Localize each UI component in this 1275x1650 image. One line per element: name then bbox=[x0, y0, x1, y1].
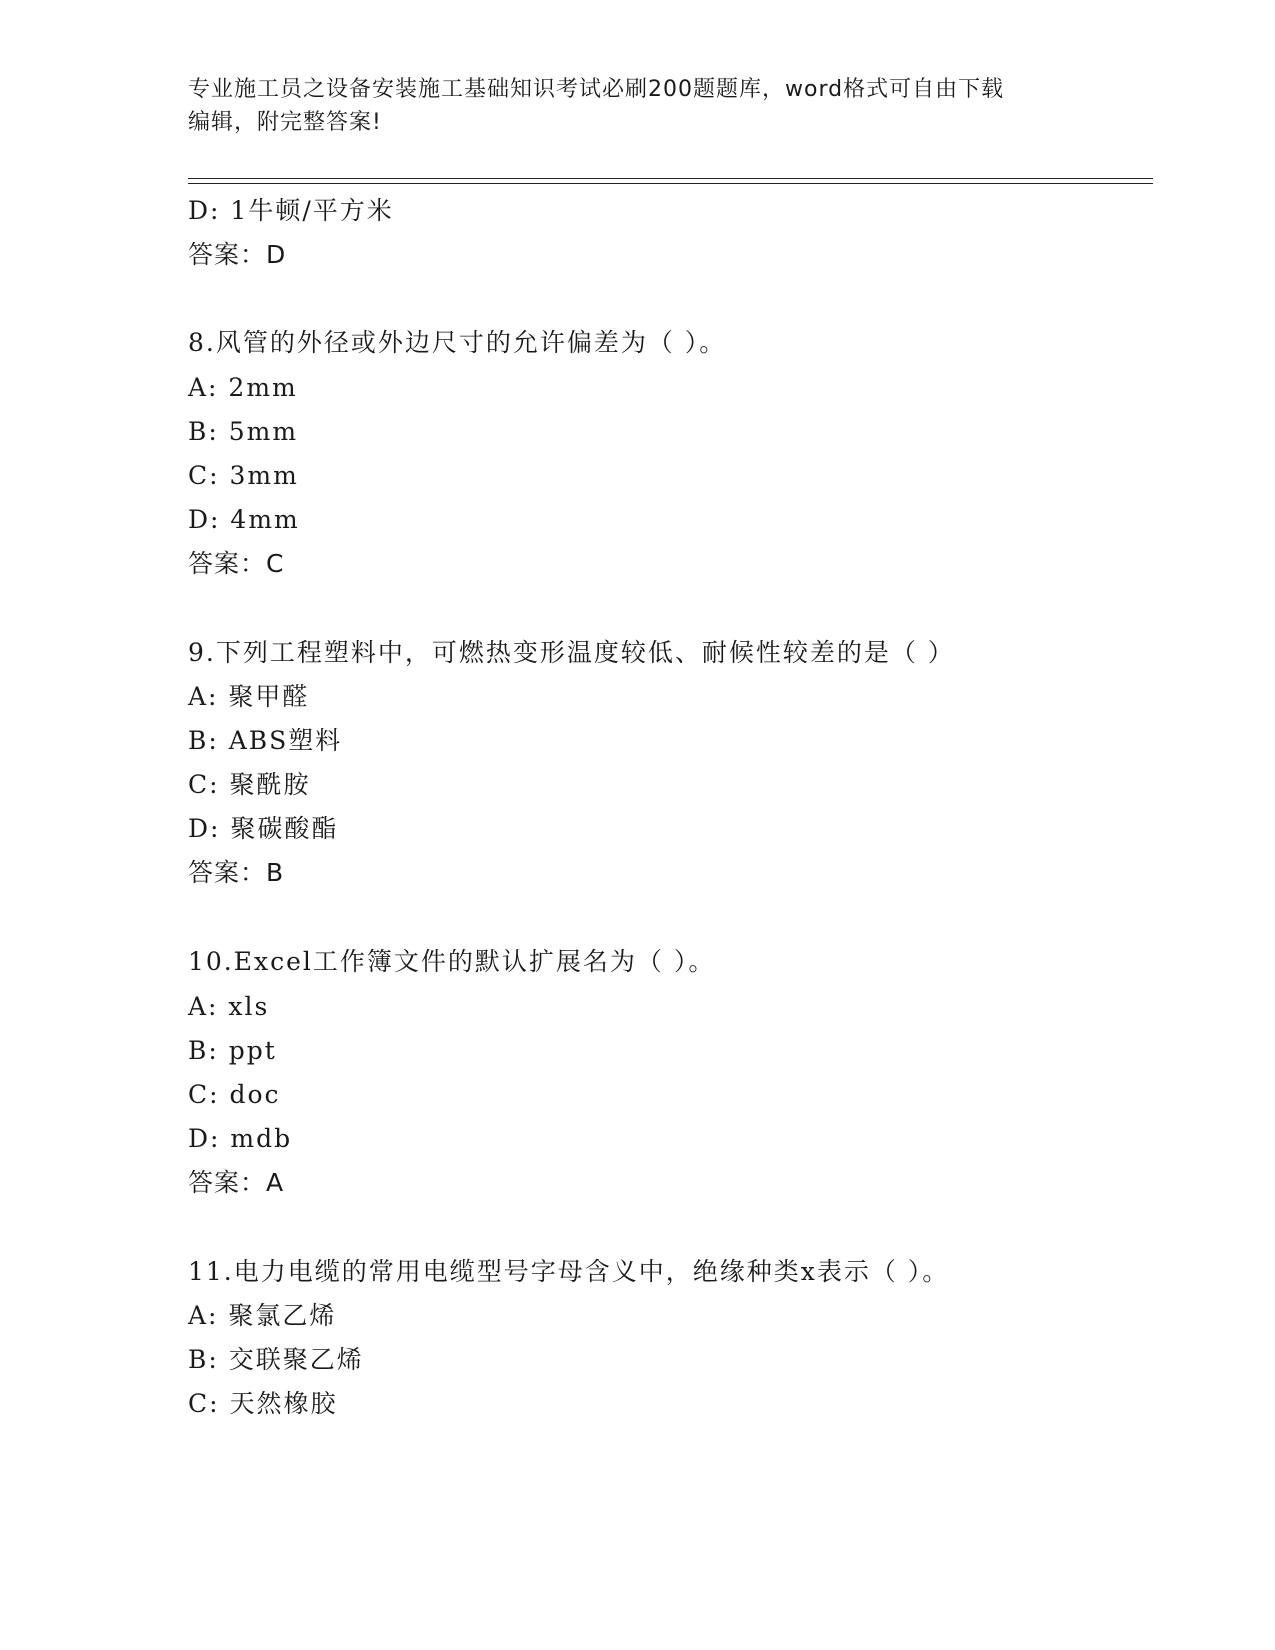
header-divider-top bbox=[188, 178, 1153, 179]
question-9-option-a: A: 聚甲醛 bbox=[188, 682, 310, 711]
question-11-option-b: B: 交联聚乙烯 bbox=[188, 1345, 364, 1374]
prev-question-answer: 答案：D bbox=[188, 240, 287, 269]
question-8-stem: 8.风管的外径或外边尺寸的允许偏差为（ ）。 bbox=[188, 328, 727, 357]
header-line-1: 专业施工员之设备安装施工基础知识考试必刷200题题库，word格式可自由下载 bbox=[188, 77, 1005, 102]
question-11-stem: 11.电力电缆的常用电缆型号字母含义中，绝缘种类x表示（ ）。 bbox=[188, 1257, 950, 1286]
header-divider-bottom bbox=[188, 183, 1153, 184]
question-9-stem: 9.下列工程塑料中，可燃热变形温度较低、耐候性较差的是（ ） bbox=[188, 638, 955, 667]
document-header bbox=[188, 73, 1088, 139]
question-10-option-b: B: ppt bbox=[188, 1036, 277, 1065]
question-11-option-c: C: 天然橡胶 bbox=[188, 1389, 338, 1418]
question-9-option-b: B: ABS塑料 bbox=[188, 726, 343, 755]
question-10-answer: 答案：A bbox=[188, 1168, 285, 1197]
question-10-option-c: C: doc bbox=[188, 1080, 281, 1109]
question-9-option-c: C: 聚酰胺 bbox=[188, 770, 311, 799]
question-8-option-b: B: 5mm bbox=[188, 417, 299, 446]
question-10-stem: 10.Excel工作簿文件的默认扩展名为（ ）。 bbox=[188, 947, 716, 976]
question-10-option-a: A: xls bbox=[188, 992, 270, 1021]
question-9-option-d: D: 聚碳酸酯 bbox=[188, 814, 339, 843]
question-8-answer: 答案：C bbox=[188, 549, 285, 578]
question-8-option-d: D: 4mm bbox=[188, 505, 300, 534]
question-8-option-a: A: 2mm bbox=[188, 373, 298, 402]
header-line-2: 编辑，附完整答案! bbox=[188, 110, 382, 135]
question-9-answer: 答案：B bbox=[188, 858, 285, 887]
question-10-option-d: D: mdb bbox=[188, 1124, 293, 1153]
prev-question-option-d: D: 1牛顿/平方米 bbox=[188, 196, 394, 225]
question-8-option-c: C: 3mm bbox=[188, 461, 299, 490]
question-11-option-a: A: 聚氯乙烯 bbox=[188, 1301, 337, 1330]
